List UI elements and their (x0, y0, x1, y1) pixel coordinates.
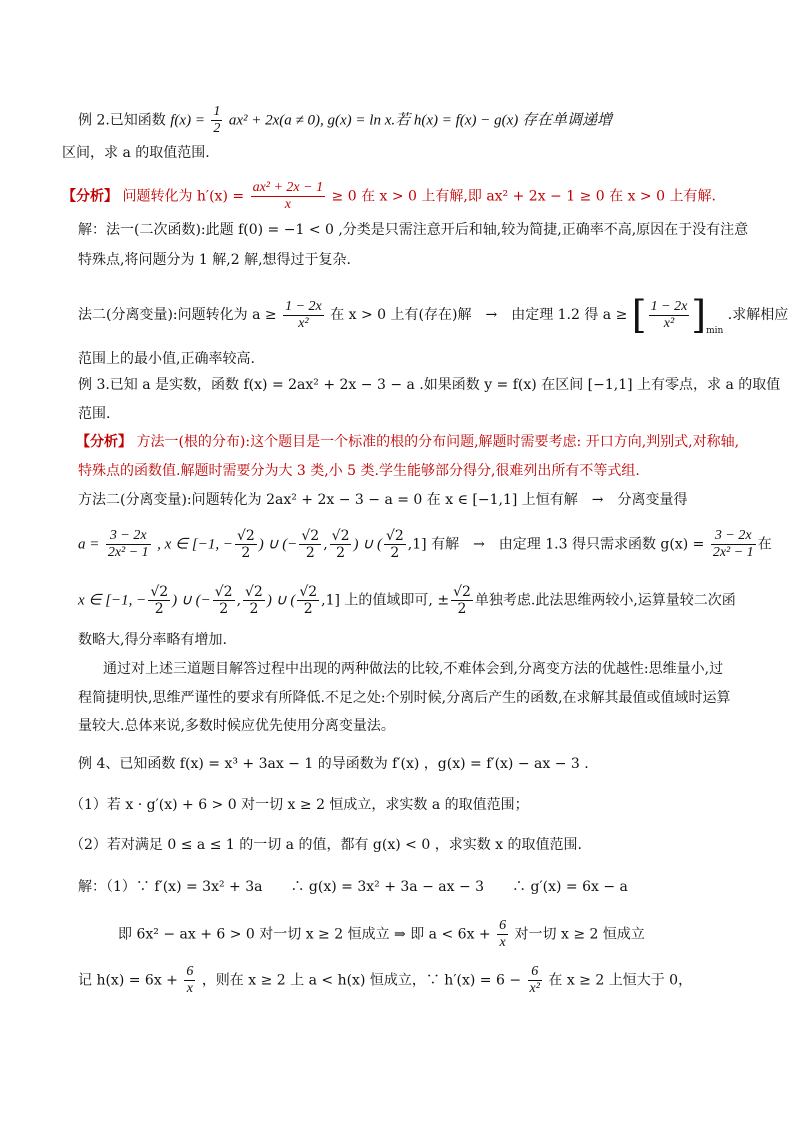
sep-set-d: ,1] 有解 → 由定理 1.3 得只需求函数 g(x) = (407, 536, 705, 553)
sep-l2-sqrt-1 (148, 584, 170, 617)
sep-l2-sqrt-2 (213, 584, 235, 617)
sol4-l2-a: 即 6x² − ax + 6 > 0 对一切 x ≥ 2 恒成立 ⇒ 即 a < 6x + (118, 926, 491, 943)
sep-frac1-num: 3 − 2x (106, 528, 151, 545)
sep-set-b: ) ∪ (− (258, 536, 298, 553)
sep-in-text: 在 (757, 536, 772, 553)
sol2-text-b: 在 x > 0 上有(存在)解 → 由定理 1.2 得 a ≥ (330, 307, 628, 323)
analysis1-text-b: ≥ 0 在 x > 0 上有解,即 ax² + 2x − 1 ≥ 0 在 x > 0 上有解. (331, 188, 716, 205)
sep-line1 (78, 528, 772, 561)
sol4-l2-frac (497, 918, 508, 951)
ex3-line2: 范围. (78, 406, 111, 422)
sep-sqrt-num-1: √2 (236, 528, 255, 544)
sol4-l2-den: x (499, 935, 506, 950)
sol2-bracket-frac (649, 299, 690, 332)
sol1-line1: 解：法一(二次函数):此题 f(0) = −1 < 0 ,分类是只需注意开后和轴,较为简捷,正确率不高,原因在于没有注意 (78, 222, 749, 238)
sol4-l3-num2: 6 (528, 964, 542, 981)
sep-sqrt-frac-2 (299, 528, 321, 561)
sol4-line1: 解：（1）∵ f′(x) = 3x² + 3a ∴ g(x) = 3x² + 3a − ax − 3 ∴ g′(x) = 6x − a (78, 879, 628, 895)
sep-line3: 数略大,得分率略有增加. (78, 632, 227, 648)
ex2-line2: 区间，求 a 的取值范围. (62, 145, 210, 161)
sep-set-c: ) ∪ ( (353, 536, 382, 553)
sep-l2-sqrt-num-2: √2 (214, 584, 233, 600)
sep-l2-sqrt-den-2: 2 (219, 601, 229, 617)
sep-l2-c: ) ∪ ( (266, 592, 296, 609)
sol2-line1 (78, 293, 789, 340)
sep-l2-a: x ∈ [−1, − (78, 592, 147, 609)
sep-sqrt-den-1: 2 (241, 545, 251, 561)
sep-l2-b: ) ∪ (− (172, 592, 211, 609)
sep-l2-d: ,1] 上的值域即可, ± (321, 592, 450, 609)
sol4-l3-frac2 (528, 964, 542, 997)
sol2-min-sub: min (706, 326, 724, 336)
ex2-half-den: 2 (213, 121, 221, 136)
sep-l2-e: 单独考虑.此法思维两较小,运算量较二次函 (474, 592, 736, 609)
sol1-line2: 特殊点,将问题分为 1 解,2 解,想得过于复杂. (78, 252, 351, 268)
analysis1-den: x (284, 197, 291, 212)
sep-l2-comma: , (236, 592, 242, 609)
sep-frac2-num: 3 − 2x (711, 528, 756, 545)
sol4-l3-b: ，则在 x ≥ 2 上 a < h(x) 恒成立，∵ h′(x) = 6 − (201, 972, 522, 989)
sol4-l3-frac1 (184, 964, 195, 997)
sol2-text-a: 法二(分离变量):问题转化为 a ≥ (78, 307, 277, 323)
sep-line2 (78, 584, 736, 617)
sep-sqrt-num-2: √2 (301, 528, 320, 544)
sep-sqrt-num-3: √2 (331, 528, 350, 544)
sol4-l2-num: 6 (499, 918, 507, 933)
sep-l2-sqrt-den-3: 2 (249, 601, 259, 617)
ex2-line1 (78, 104, 612, 137)
sol4-line3 (78, 964, 692, 997)
ex4-line1: 例 4、已知函数 f(x) = x³ + 3ax − 1 的导函数为 f′(x) ，g(x) = f′(x) − ax − 3 . (78, 756, 589, 772)
ex2-f-rest: ax² + 2x(a ≠ 0), g(x) = ln x.若 h(x) = f(x) − g(x) 存在单调递增 (228, 112, 612, 129)
sol2-text-c: .求解相应 (727, 307, 789, 323)
sep-sqrt-den-2: 2 (305, 545, 315, 561)
sol4-l3-den1: x (186, 981, 193, 996)
sep-l2-sqrt-num-4: √2 (299, 584, 318, 600)
ex3-line1: 例 3.已知 a 是实数，函数 f(x) = 2ax² + 2x − 3 − a .如果函数 y = f(x) 在区间 [−1,1] 上有零点，求 a 的取值 (78, 377, 781, 393)
sol2-line2: 范围上的最小值,正确率较高. (78, 351, 255, 367)
sep-l2-sqrt-4 (297, 584, 319, 617)
analysis3-line2: 特殊点的函数值.解题时需要分为大 3 类,小 5 类.学生能够部分得分,很难列出所有不等式组. (78, 463, 640, 479)
sep-sqrt-frac-4 (384, 528, 406, 561)
analysis3-text1: 方法一(根的分布):这个题目是一个标准的根的分布问题,解题时需要考虑: 开口方向,判别式,对称轴, (136, 434, 740, 450)
sep-frac2 (711, 528, 756, 561)
summary-line2: 程简捷明快,思维严谨性的要求有所降低.不足之处:个别时候,分离后产生的函数,在求解其最值或值域时运算 (78, 690, 731, 706)
analysis1-line (62, 180, 716, 213)
sep-sqrt-frac-1 (235, 528, 257, 561)
sep-sqrt-den-3: 2 (336, 545, 346, 561)
sep-sqrt-frac-3 (330, 528, 352, 561)
sep-frac2-den: 2x² − 1 (712, 545, 754, 560)
sol2-num: 1 − 2x (285, 298, 322, 314)
sep-l2-sqrt-num-3: √2 (245, 584, 263, 600)
analysis1-tag: 【分析】 (62, 188, 118, 205)
analysis1-text-a: 问题转化为 h′(x) = (122, 188, 245, 205)
sol4-line2 (118, 918, 645, 951)
sep-l2-sqrt-num-5: √2 (453, 584, 471, 600)
sol4-l3-a: 记 h(x) = 6x + (78, 972, 178, 989)
analysis3-line1 (76, 433, 739, 451)
sep-frac1 (106, 528, 151, 561)
sep-set-a: , x ∈ [−1, − (157, 536, 233, 553)
sol4-l3-c: 在 x ≥ 2 上恒大于 0， (548, 972, 693, 989)
sol2-frac (283, 299, 324, 332)
sol2-den: x² (298, 315, 309, 331)
analysis1-frac (251, 180, 326, 213)
sol2-left-bracket: [ (631, 293, 647, 337)
sep-l2-sqrt-5 (451, 584, 473, 617)
ex2-half-num: 1 (213, 104, 221, 119)
summary-line1: 通过对上述三道题目解答过程中出现的两种做法的比较,不难体会到,分离变方法的优越性:思维量小,过 (103, 661, 724, 677)
ex4-q1: （1）若 x · g′(x) + 6 > 0 对一切 x ≥ 2 恒成立，求实数 a 的取值范围； (70, 797, 529, 813)
summary-line3: 量较大.总体来说,多数时候应优先使用分离变量法。 (78, 718, 395, 734)
sep-a-eq: a = (78, 536, 100, 553)
ex2-half-frac (211, 104, 222, 137)
sep-sqrt-den-4: 2 (390, 545, 400, 561)
sol2-bracket-num: 1 − 2x (650, 298, 688, 314)
sep-l2-sqrt-den-5: 2 (457, 601, 467, 617)
analysis3-line3: 方法二(分离变量):问题转化为 2ax² + 2x − 3 − a = 0 在 x ∈ [−1,1] 上恒有解 → 分离变量得 (78, 492, 688, 508)
sol4-l3-num1: 6 (186, 964, 194, 979)
sep-l2-sqrt-num-1: √2 (150, 584, 169, 600)
sep-l2-sqrt-3 (243, 584, 265, 617)
ex2-f-def: f(x) = (170, 112, 205, 129)
sep-comma-1: , (323, 536, 328, 553)
sep-l2-sqrt-den-4: 2 (303, 601, 313, 617)
sol2-bracket-den: x² (663, 315, 675, 331)
analysis3-tag: 【分析】 (76, 434, 132, 450)
analysis1-num: ax² + 2x − 1 (252, 180, 324, 195)
sep-frac1-den: 2x² − 1 (107, 545, 149, 560)
sol2-right-bracket: ] (691, 293, 707, 337)
sol4-l3-den2: x² (529, 981, 540, 996)
sep-sqrt-num-4: √2 (385, 528, 404, 544)
ex2-prefix: 例 2.已知函数 (78, 112, 166, 129)
ex4-q2: （2）若对满足 0 ≤ a ≤ 1 的一切 a 的值，都有 g(x) < 0 ，求实数 x 的取值范围. (70, 837, 582, 853)
sol4-l2-b: 对一切 x ≥ 2 恒成立 (514, 926, 645, 943)
sep-l2-sqrt-den-1: 2 (154, 601, 164, 617)
